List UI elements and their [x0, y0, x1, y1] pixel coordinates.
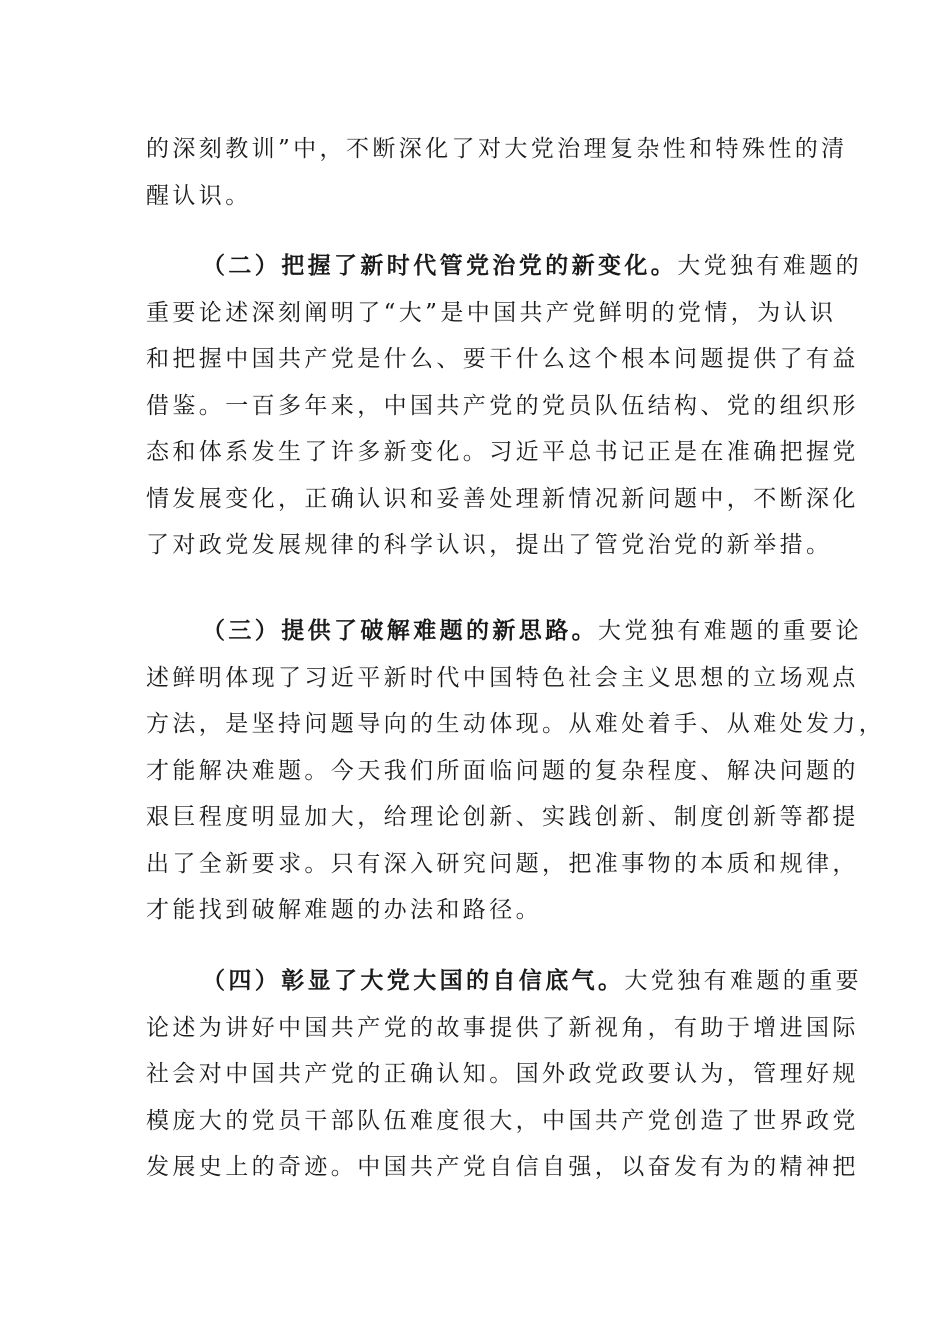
text-line: 和把握中国共产党是什么、要干什么这个根本问题提供了有益 — [146, 346, 859, 372]
text-line: 了对政党发展规律的科学认识，提出了管党治党的新举措。 — [146, 532, 833, 558]
text-line: 才能解决难题。今天我们所面临问题的复杂程度、解决问题的 — [146, 757, 859, 784]
text-line: 发展史上的奇迹。中国共产党自信自强，以奋发有为的精神把 — [146, 1154, 859, 1180]
text-line: 情发展变化，正确认识和妥善处理新情况新问题中，不断深化 — [146, 485, 859, 512]
paragraph-section-4 — [146, 958, 863, 1191]
paragraph-section-2 — [146, 243, 863, 569]
text-line: 醒认识。 — [146, 182, 252, 209]
text-line: 借鉴。一百多年来，中国共产党的党员队伍结构、党的组织形 — [146, 392, 859, 419]
paragraph-continuation — [146, 126, 848, 219]
text-line: 出了全新要求。只有深入研究问题，把准事物的本质和规律， — [146, 850, 859, 877]
text-line: 态和体系发生了许多新变化。习近平总书记正是在准确把握党 — [146, 439, 859, 465]
paragraph-first-line — [146, 243, 863, 290]
text-line: 才能找到破解难题的办法和路径。 — [146, 897, 542, 923]
paragraph-first-line — [146, 608, 862, 655]
section-heading: （四）彰显了大党大国的自信底气。 — [202, 967, 625, 994]
paragraph-first-line — [146, 958, 863, 1005]
section-heading: （三）提供了破解难题的新思路。 — [202, 617, 598, 644]
paragraph-section-3 — [146, 608, 886, 934]
text-line: 重要论述深刻阐明了“大”是中国共产党鲜明的党情，为认识 — [146, 299, 837, 326]
text-line: 模庞大的党员干部队伍难度很大，中国共产党创造了世界政党 — [146, 1107, 859, 1134]
text-line: 述鲜明体现了习近平新时代中国特色社会主义思想的立场观点 — [146, 664, 859, 691]
text-run: 大党独有难题的 — [677, 253, 863, 279]
text-run: 大党独有难题的重要 — [624, 968, 863, 994]
text-run: 大党独有难题的重要论 — [598, 618, 862, 644]
text-line: 社会对中国共产党的正确认知。国外政党政要认为，管理好规 — [146, 1061, 859, 1087]
text-line: 的深刻教训”中，不断深化了对大党治理复杂性和特殊性的清 — [146, 136, 848, 162]
text-line: 艰巨程度明显加大，给理论创新、实践创新、制度创新等都提 — [146, 804, 859, 830]
text-line: 论述为讲好中国共产党的故事提供了新视角，有助于增进国际 — [146, 1014, 859, 1041]
section-heading: （二）把握了新时代管党治党的新变化。 — [202, 252, 678, 279]
text-line: 方法，是坚持问题导向的生动体现。从难处着手、从难处发力， — [146, 711, 886, 737]
